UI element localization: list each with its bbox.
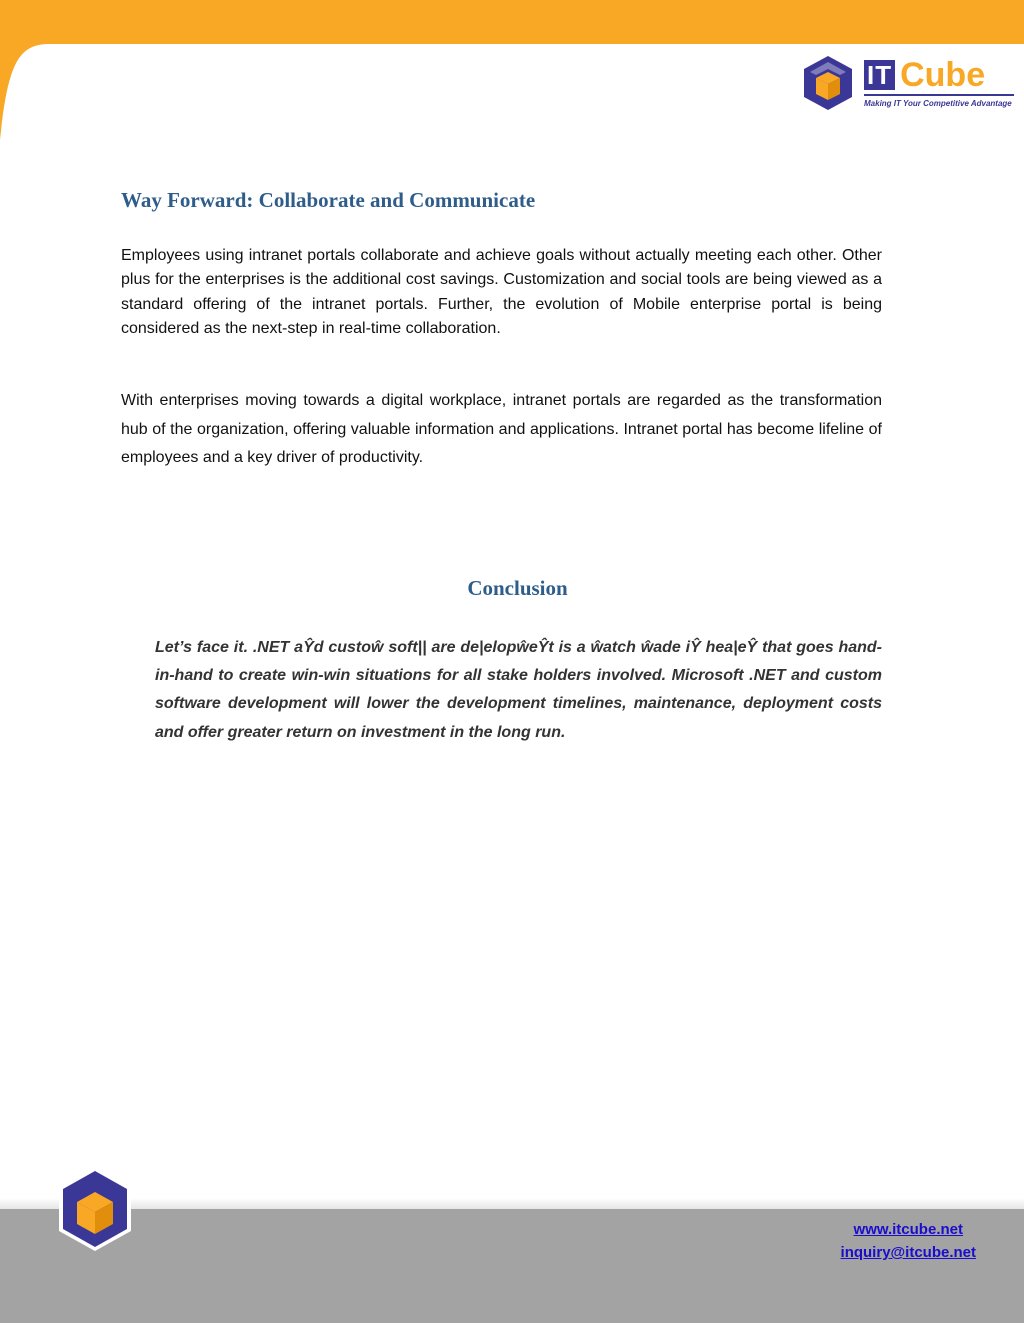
section-title-way-forward: Way Forward: Collaborate and Communicate — [121, 188, 536, 212]
logo-divider — [864, 94, 1014, 96]
footer-cube-icon — [56, 1164, 134, 1254]
email-link[interactable]: inquiry@itcube.net — [840, 1244, 976, 1261]
header-curve-decoration — [0, 0, 50, 140]
website-link[interactable]: www.itcube.net — [853, 1221, 963, 1238]
itcube-logo[interactable] — [802, 52, 1016, 114]
header-band — [0, 0, 1024, 44]
logo-word-cube: Cube — [900, 56, 986, 94]
paragraph-collaboration: Employees using intranet portals collaborate and achieve goals without actually meeting each other. Other plus for the enterprises is the additional cost savings. Customization and social tools are being viewed as a standard offering of the intranet portals. Further, the evolution of Mobile enterprise portal is being considered as the next-step in real-time collaboration. — [121, 247, 882, 338]
footer-contact — [841, 1218, 976, 1264]
conclusion-text: Let’s face it. .NET aŶd custoŵ soft|| are de|elopŵeŶt is a ŵatch ŵade iŶ hea|eŶ that goes hand-in-hand to create win-win situations for all stake holders involved. Microsoft .NET and custom software development will lower the development timelines, maintenance, deployment costs and offer greater return on investment in the long run. — [155, 639, 882, 741]
logo-tagline: Making IT Your Competitive Advantage — [864, 99, 1012, 108]
logo-word-it: IT — [864, 60, 895, 90]
section-title-conclusion: Conclusion — [467, 576, 568, 600]
paragraph-digital-workplace: With enterprises moving towards a digital workplace, intranet portals are regarded as the transformation hub of the organization, offering valuable information and applications. Intranet portal has become lifeline of employees and a key driver of productivity. — [121, 392, 882, 466]
logo-wordmark — [864, 56, 986, 94]
cube-logo-icon — [802, 54, 854, 112]
